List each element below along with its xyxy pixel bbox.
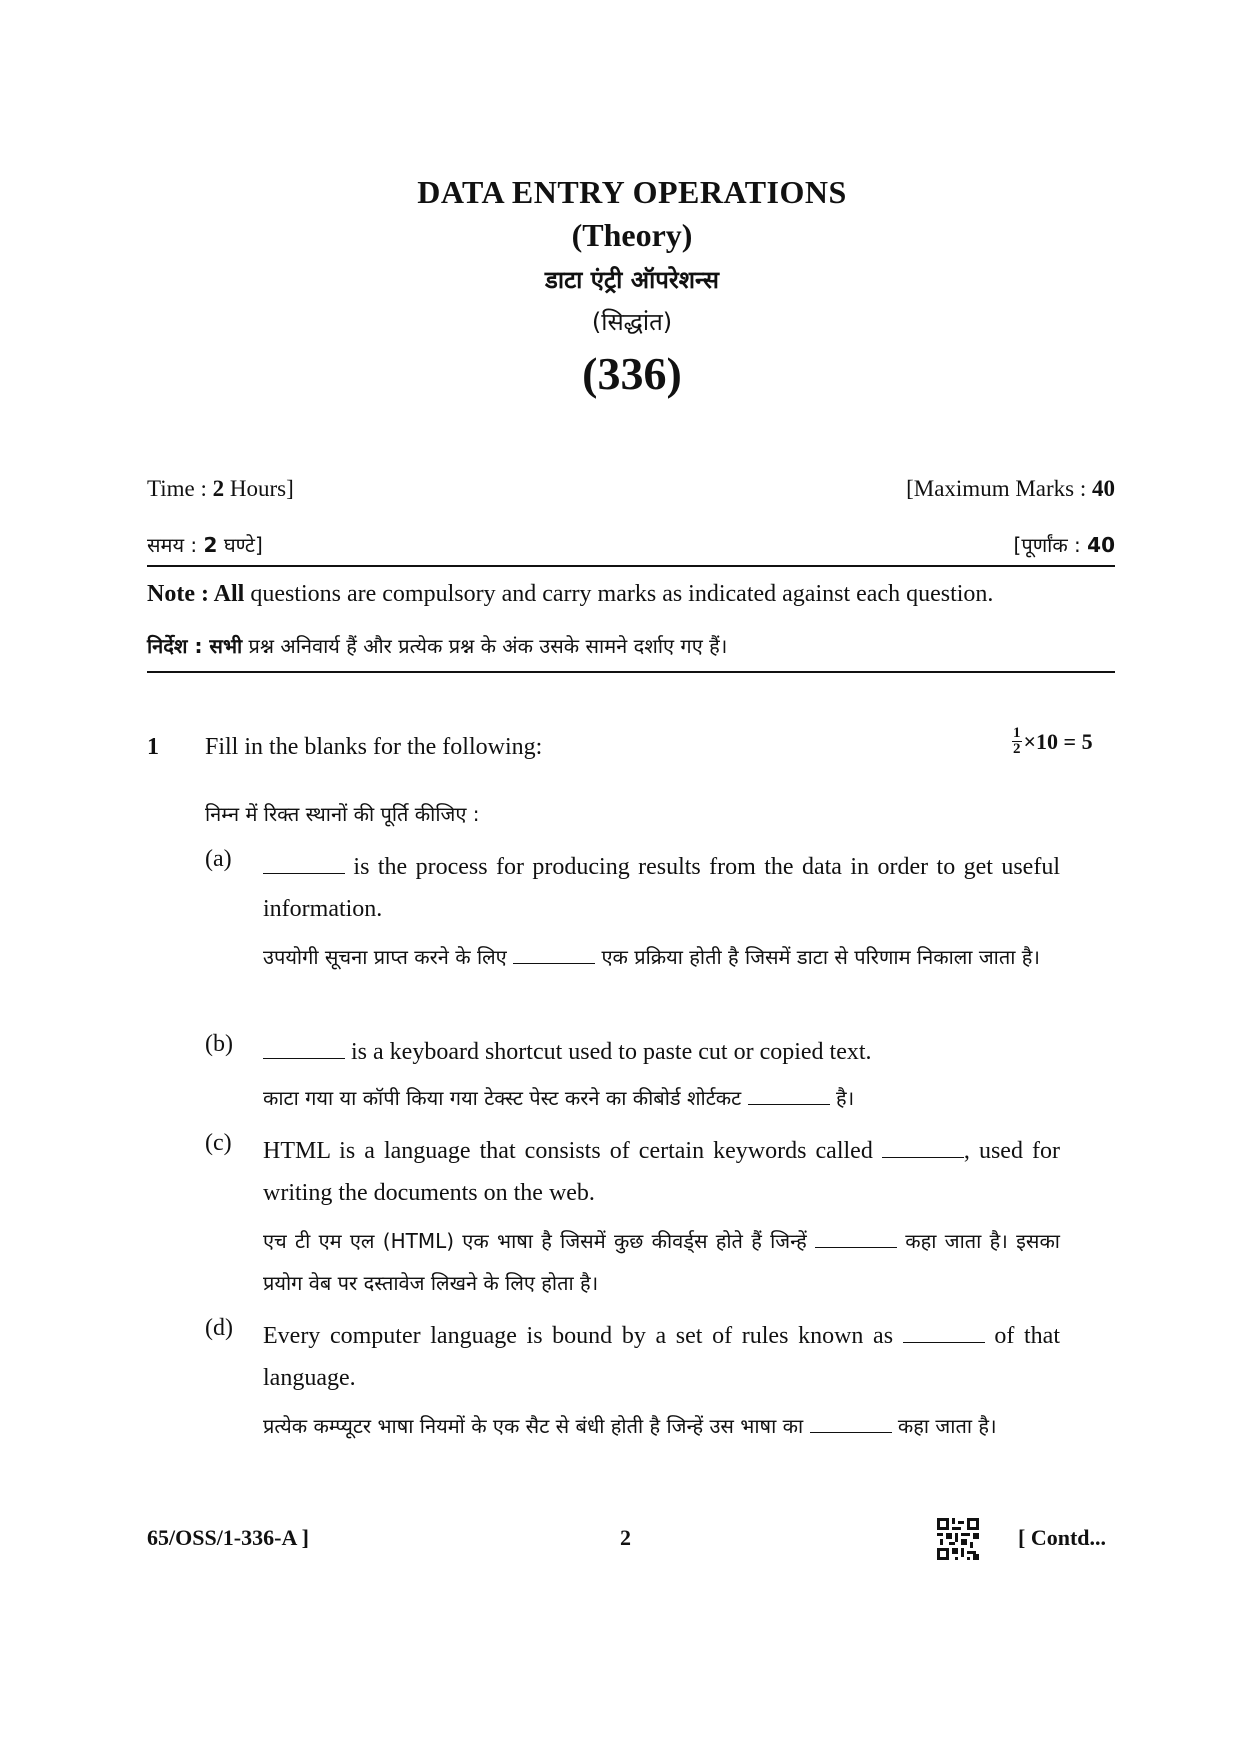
- max-marks-hindi: [पूर्णांक : 40: [1013, 533, 1115, 557]
- item-text-hindi: प्रत्येक कम्प्यूटर भाषा नियमों के एक सैट से बंधी होती है जिन्हें उस भाषा का कहा जाता है।: [263, 1414, 997, 1438]
- marks-fraction: $\frac{1}{2}$: [1013, 725, 1021, 757]
- subject-subtitle-hindi: (सिद्धांत): [591, 308, 673, 336]
- answer-blank: [748, 1084, 830, 1105]
- subject-title-hindi: डाटा एंट्री ऑपरेशन्स: [545, 266, 719, 294]
- item-text-english: is a keyboard shortcut used to paste cut or copied text.: [263, 1031, 1060, 1073]
- paper-header: [0, 172, 1240, 402]
- meta-row-english: [147, 476, 1115, 502]
- question-number: 1: [147, 734, 159, 760]
- item-text-english: is the process for producing results from the data in order to get useful information.: [263, 854, 1060, 922]
- answer-blank: [263, 1038, 345, 1059]
- item-text-english: Every computer language is bound by a set of rules known as of that language.: [263, 1323, 1060, 1391]
- answer-blank: [815, 1227, 897, 1248]
- answer-blank: [882, 1137, 964, 1158]
- item-text-hindi: काटा गया या कॉपी किया गया टेक्स्ट पेस्ट करने का कीबोर्ड शोर्टकट है।: [263, 1086, 855, 1110]
- item-text-hindi: एच टी एम एल (HTML) एक भाषा है जिसमें कुछ कीवर्ड्स होते हैं जिन्हें कहा जाता है। इसका प्रयोग वेब पर दस्तावेज लिखने के लिए होता है।: [263, 1229, 1060, 1295]
- answer-blank: [810, 1412, 892, 1433]
- item-text-english: HTML is a language that consists of certain keywords called , used for writing the documents on the web.: [263, 1138, 1060, 1206]
- item-label: (d): [205, 1315, 233, 1341]
- question-text-english: Fill in the blanks for the following:: [205, 734, 543, 760]
- item-text-hindi: उपयोगी सूचना प्राप्त करने के लिए एक प्रक्रिया होती है जिसमें डाटा से परिणाम निकाला जाता है।: [263, 945, 1041, 969]
- answer-blank: [263, 853, 345, 874]
- item-label: (a): [205, 846, 232, 872]
- paper-code: 65/OSS/1-336-A ]: [147, 1525, 309, 1550]
- qr-code-icon: [937, 1518, 979, 1560]
- subject-code: (336): [582, 348, 682, 399]
- divider-bottom: [147, 671, 1115, 673]
- continued-label: [ Contd...: [1018, 1525, 1107, 1550]
- note-english: Note : All questions are compulsory and carry marks as indicated against each question.: [147, 581, 994, 607]
- item-label: (c): [205, 1130, 232, 1156]
- answer-blank: [903, 1322, 985, 1343]
- time-hindi: समय : 2 घण्टे]: [147, 533, 263, 557]
- item-label: (b): [205, 1031, 233, 1057]
- subject-subtitle-english: (Theory): [571, 217, 693, 253]
- max-marks-english: [Maximum Marks : 40: [906, 476, 1115, 501]
- divider-top: [147, 565, 1115, 567]
- question-marks: $\frac{1}{2}$ ×10 = 5: [1013, 725, 1093, 757]
- answer-blank: [513, 943, 595, 964]
- meta-row-hindi: [147, 524, 1115, 566]
- time-english: Time : 2 Hours]: [147, 476, 294, 501]
- note-hindi: निर्देश : सभी प्रश्न अनिवार्य हैं और प्रत्येक प्रश्न के अंक उसके सामने दर्शाए गए हैं।: [147, 634, 728, 658]
- question-text-hindi: निम्न में रिक्त स्थानों की पूर्ति कीजिए :: [205, 802, 480, 826]
- subject-title-english: DATA ENTRY OPERATIONS: [417, 174, 847, 210]
- page-number: 2: [620, 1525, 631, 1550]
